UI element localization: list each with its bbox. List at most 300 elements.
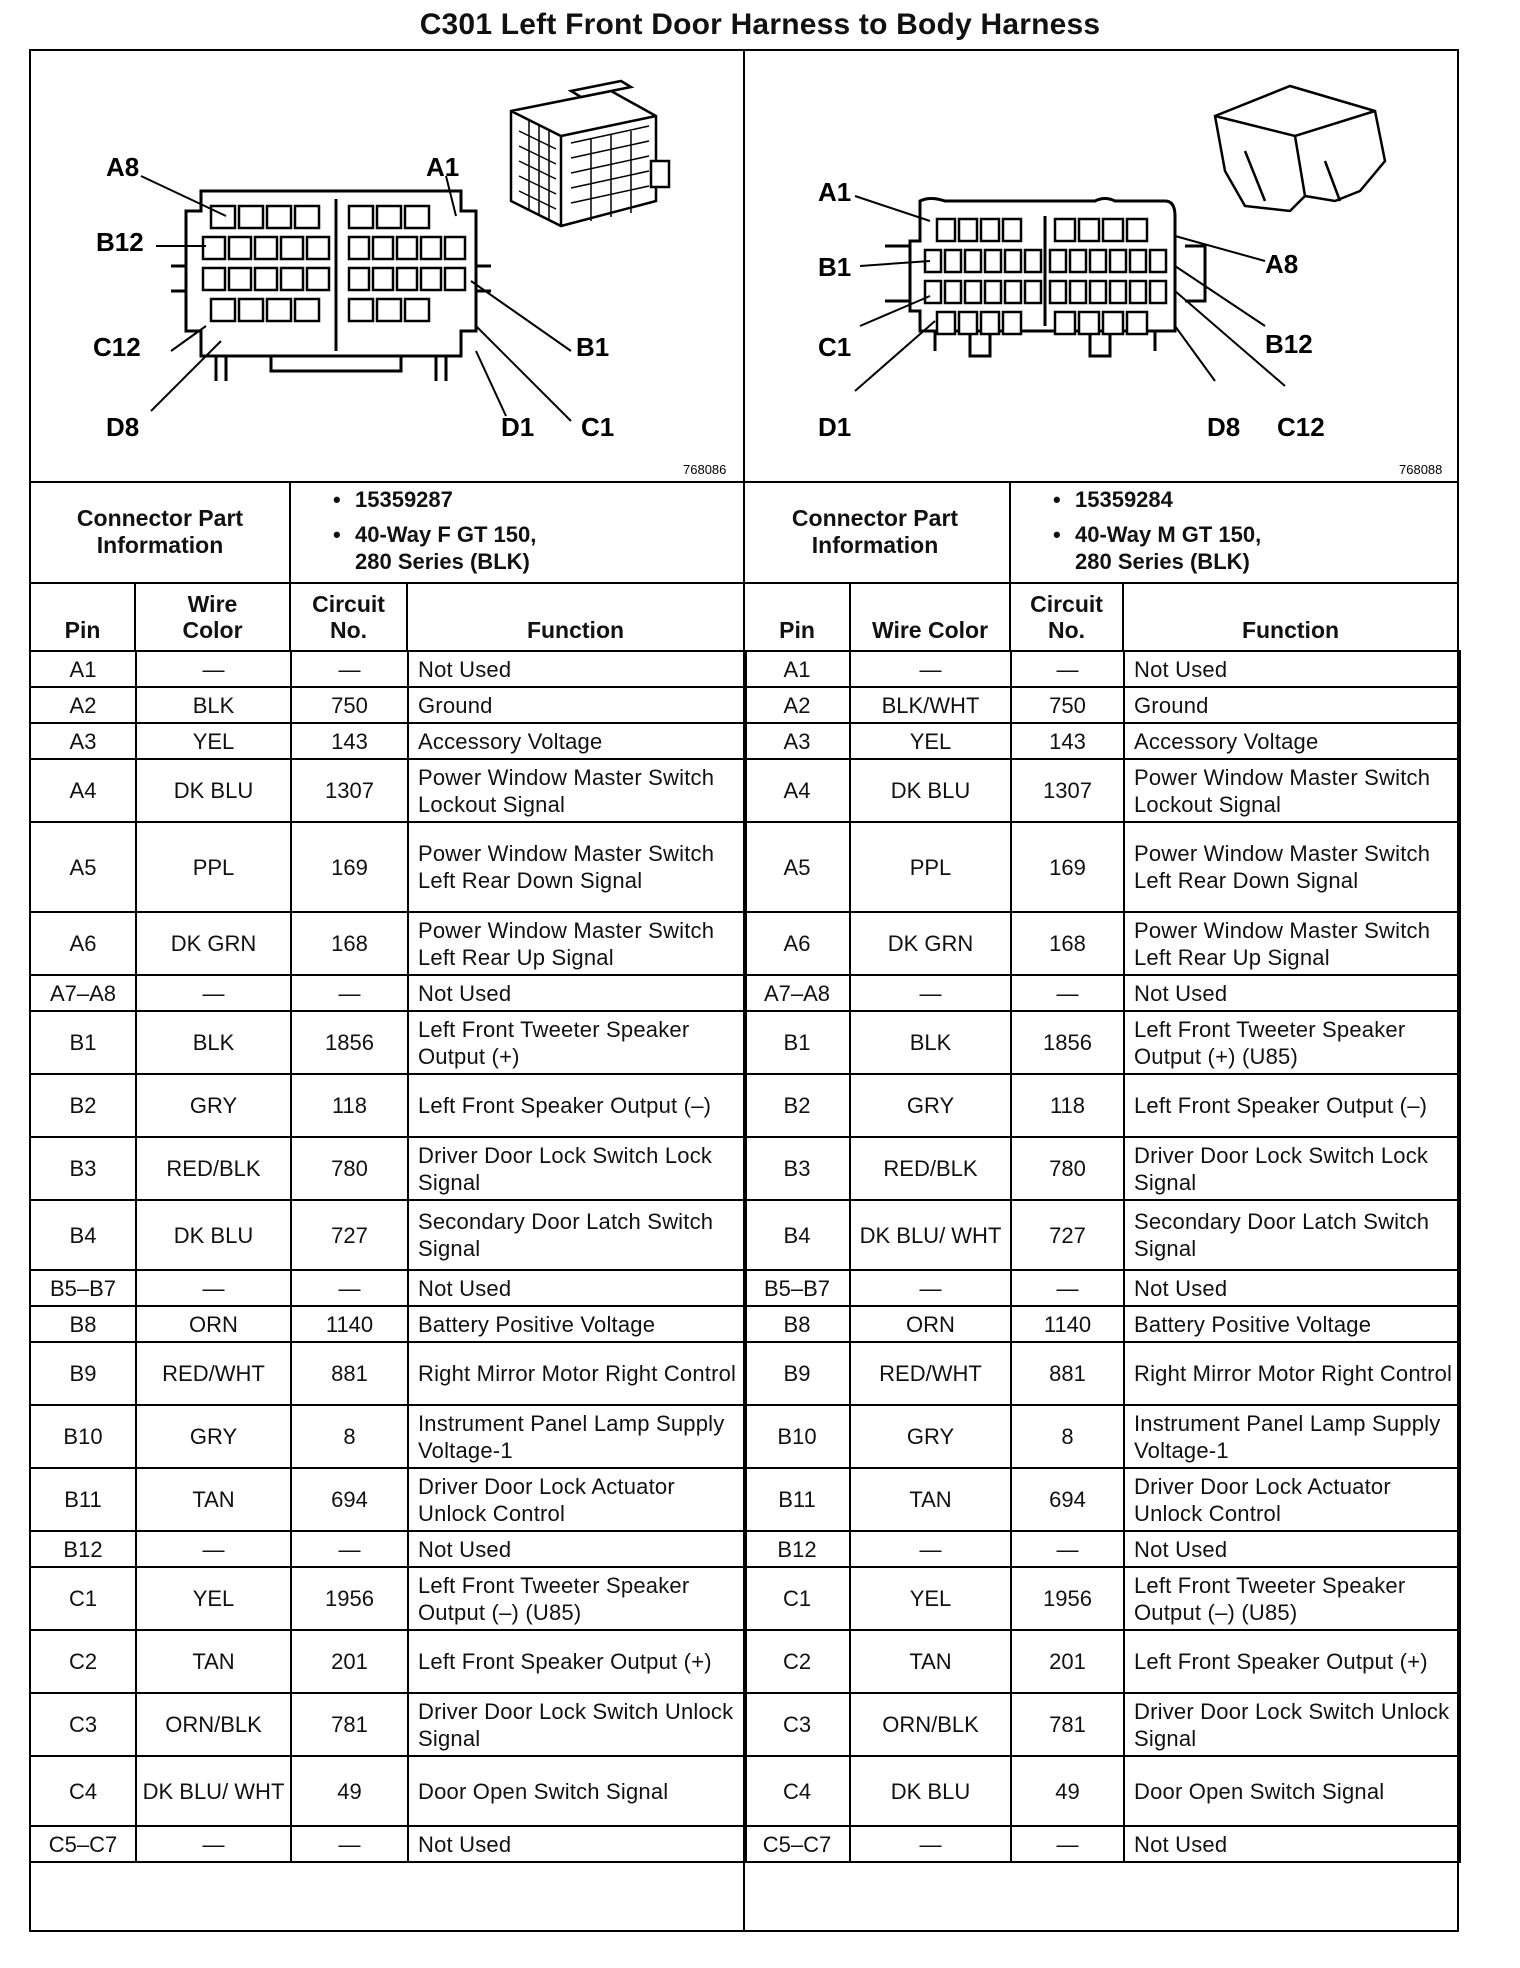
pin-cavity <box>1079 312 1099 334</box>
table-row <box>30 759 746 822</box>
function-cell: Secondary Door Latch Switch Signal <box>1124 1200 1460 1270</box>
function-cell: Not Used <box>1124 975 1460 1011</box>
part-series: 280 Series (BLK) <box>1075 549 1250 574</box>
function-cell: Left Front Speaker Output (+) <box>408 1630 746 1693</box>
function-cell: Power Window Master Switch Left Rear Down Signal <box>1124 822 1460 912</box>
circuit-cell: 780 <box>1011 1137 1124 1200</box>
wire-color-cell: PPL <box>850 822 1011 912</box>
wire-color-cell: BLK <box>136 1011 291 1074</box>
pin-cell: B11 <box>744 1468 850 1531</box>
pin-cavity <box>397 237 417 259</box>
label-d1: D1 <box>818 412 852 442</box>
table-row <box>30 1531 746 1567</box>
pin-cavity <box>1050 281 1066 303</box>
table-row <box>30 687 746 723</box>
circuit-cell: 201 <box>1011 1630 1124 1693</box>
pin-cell: A5 <box>744 822 850 912</box>
circuit-cell: 781 <box>1011 1693 1124 1756</box>
function-cell: Accessory Voltage <box>1124 723 1460 759</box>
function-cell: Not Used <box>408 975 746 1011</box>
function-cell: Driver Door Lock Switch Lock Signal <box>1124 1137 1460 1200</box>
pin-cell: B1 <box>744 1011 850 1074</box>
left-part-info: • 15359287 • 40-Way F GT 150, 280 Series (BLK) <box>333 487 537 574</box>
table-row <box>30 1826 746 1862</box>
left-header-pin: Pin <box>64 617 101 643</box>
circuit-cell: 1307 <box>291 759 408 822</box>
function-cell: Instrument Panel Lamp Supply Voltage-1 <box>408 1405 746 1468</box>
wire-color-cell: — <box>850 1826 1011 1862</box>
left-header-wire: Wire Color <box>182 591 243 643</box>
pin-cell: A3 <box>30 723 136 759</box>
pin-cavity <box>981 312 999 334</box>
part-desc: 40-Way M GT 150, <box>1075 522 1262 547</box>
table-row <box>744 1826 1460 1862</box>
table-row <box>30 1074 746 1137</box>
table-row <box>744 1270 1460 1306</box>
pin-cell: A4 <box>744 759 850 822</box>
pin-cell: B8 <box>30 1306 136 1342</box>
function-cell: Left Front Tweeter Speaker Output (+) <box>408 1011 746 1074</box>
function-cell: Driver Door Lock Switch Unlock Signal <box>408 1693 746 1756</box>
pin-cavity <box>1005 250 1021 272</box>
table-row <box>744 759 1460 822</box>
circuit-cell: 1856 <box>1011 1011 1124 1074</box>
wire-color-cell: ORN <box>850 1306 1011 1342</box>
circuit-cell: 780 <box>291 1137 408 1200</box>
circuit-cell: 750 <box>1011 687 1124 723</box>
circuit-cell: — <box>291 1826 408 1862</box>
wire-color-cell: TAN <box>136 1468 291 1531</box>
circuit-cell: — <box>1011 1531 1124 1567</box>
pin-cavity <box>211 206 235 228</box>
part-desc: 40-Way F GT 150, <box>355 522 537 547</box>
pin-cavity <box>965 250 981 272</box>
pin-cavity <box>1127 219 1147 241</box>
function-cell: Driver Door Lock Switch Unlock Signal <box>1124 1693 1460 1756</box>
table-row <box>30 1011 746 1074</box>
table-row <box>744 687 1460 723</box>
function-cell: Power Window Master Switch Left Rear Up Signal <box>408 912 746 975</box>
pin-cavity <box>307 237 329 259</box>
table-row <box>744 822 1460 912</box>
circuit-cell: 8 <box>1011 1405 1124 1468</box>
function-cell: Not Used <box>1124 1826 1460 1862</box>
pin-cell: B4 <box>30 1200 136 1270</box>
label-a8: A8 <box>1265 249 1299 279</box>
function-cell: Power Window Master Switch Lockout Signal <box>1124 759 1460 822</box>
label-b1: B1 <box>818 252 852 282</box>
pin-cavity <box>349 206 373 228</box>
pin-cavity <box>307 268 329 290</box>
pin-cell: B3 <box>30 1137 136 1200</box>
pin-cell: C3 <box>30 1693 136 1756</box>
pin-cell: B10 <box>744 1405 850 1468</box>
right-pin-table <box>743 650 1461 1863</box>
table-row <box>30 1137 746 1200</box>
pin-cavity <box>239 299 263 321</box>
wire-color-cell: YEL <box>136 1567 291 1630</box>
left-pin-table <box>29 650 747 1863</box>
label-d8: D8 <box>106 412 140 442</box>
function-cell: Driver Door Lock Actuator Unlock Control <box>408 1468 746 1531</box>
table-row <box>30 1200 746 1270</box>
pin-cavity <box>255 268 277 290</box>
table-row <box>30 1567 746 1630</box>
wire-color-cell: DK BLU <box>136 759 291 822</box>
pin-cavity <box>373 237 393 259</box>
pin-cell: B5–B7 <box>30 1270 136 1306</box>
pin-cavity <box>267 206 291 228</box>
circuit-cell: — <box>1011 1270 1124 1306</box>
function-cell: Battery Positive Voltage <box>408 1306 746 1342</box>
pin-cavity <box>1070 250 1086 272</box>
pin-cell: B11 <box>30 1468 136 1531</box>
pin-cavity <box>295 206 319 228</box>
pin-cavity <box>377 299 401 321</box>
pin-cell: A7–A8 <box>744 975 850 1011</box>
table-row <box>30 1756 746 1826</box>
pin-cavity <box>937 312 955 334</box>
pin-cavity <box>229 268 251 290</box>
pin-cavity <box>945 281 961 303</box>
function-cell: Power Window Master Switch Lockout Signal <box>408 759 746 822</box>
wire-color-cell: BLK <box>136 687 291 723</box>
wire-color-cell: RED/BLK <box>850 1137 1011 1200</box>
wire-color-cell: — <box>850 975 1011 1011</box>
pin-cavity <box>1103 219 1123 241</box>
table-row <box>744 912 1460 975</box>
pin-cavity <box>349 237 369 259</box>
pin-cavity <box>1090 250 1106 272</box>
pin-cavity <box>267 299 291 321</box>
wire-color-cell: — <box>136 1270 291 1306</box>
pin-cavity <box>945 250 961 272</box>
wire-color-cell: RED/WHT <box>136 1342 291 1405</box>
pin-cell: A4 <box>30 759 136 822</box>
wire-color-cell: DK BLU <box>850 759 1011 822</box>
function-cell: Left Front Speaker Output (–) <box>1124 1074 1460 1137</box>
pin-cell: C2 <box>30 1630 136 1693</box>
circuit-cell: 694 <box>291 1468 408 1531</box>
pin-cavity <box>959 312 977 334</box>
pin-cell: C4 <box>30 1756 136 1826</box>
pin-cavity <box>373 268 393 290</box>
table-row <box>30 1405 746 1468</box>
pin-cell: C4 <box>744 1756 850 1826</box>
pin-cell: C3 <box>744 1693 850 1756</box>
wire-color-cell: BLK/WHT <box>850 687 1011 723</box>
circuit-cell: 1856 <box>291 1011 408 1074</box>
label-d1: D1 <box>501 412 535 442</box>
function-cell: Power Window Master Switch Left Rear Up Signal <box>1124 912 1460 975</box>
table-row <box>744 1630 1460 1693</box>
left-connector-label: Connector Part Information <box>76 505 244 558</box>
wire-color-cell: RED/WHT <box>850 1342 1011 1405</box>
ref-number: 768086 <box>683 462 727 477</box>
pin-cell: B9 <box>30 1342 136 1405</box>
table-row <box>744 651 1460 687</box>
function-cell: Not Used <box>408 1531 746 1567</box>
pin-cavity <box>281 268 303 290</box>
pin-cavity <box>1003 312 1021 334</box>
pin-cell: C1 <box>30 1567 136 1630</box>
table-row <box>30 1468 746 1531</box>
pin-cavity <box>1130 281 1146 303</box>
wire-color-cell: DK BLU/ WHT <box>136 1756 291 1826</box>
label-a1: A1 <box>426 152 460 182</box>
wire-color-cell: TAN <box>136 1630 291 1693</box>
pin-cavity <box>1003 219 1021 241</box>
wire-color-cell: GRY <box>850 1074 1011 1137</box>
table-row <box>744 1200 1460 1270</box>
function-cell: Left Front Speaker Output (+) <box>1124 1630 1460 1693</box>
wire-color-cell: ORN/BLK <box>850 1693 1011 1756</box>
wire-color-cell: TAN <box>850 1630 1011 1693</box>
wire-color-cell: ORN/BLK <box>136 1693 291 1756</box>
function-cell: Not Used <box>408 651 746 687</box>
function-cell: Left Front Tweeter Speaker Output (–) (U85) <box>408 1567 746 1630</box>
circuit-cell: — <box>1011 1826 1124 1862</box>
function-cell: Left Front Speaker Output (–) <box>408 1074 746 1137</box>
pin-cell: A6 <box>744 912 850 975</box>
pin-cavity <box>1103 312 1123 334</box>
pin-cavity <box>1127 312 1147 334</box>
pin-cavity <box>445 237 465 259</box>
pin-cell: A6 <box>30 912 136 975</box>
table-row <box>744 1011 1460 1074</box>
circuit-cell: 168 <box>291 912 408 975</box>
pin-cavity <box>981 219 999 241</box>
wire-color-cell: DK BLU <box>850 1756 1011 1826</box>
circuit-cell: 1956 <box>291 1567 408 1630</box>
function-cell: Right Mirror Motor Right Control <box>1124 1342 1460 1405</box>
label-c1: C1 <box>818 332 852 362</box>
table-row <box>744 723 1460 759</box>
circuit-cell: 881 <box>291 1342 408 1405</box>
label-b12: B12 <box>1265 329 1313 359</box>
circuit-cell: — <box>1011 975 1124 1011</box>
ref-number: 768088 <box>1399 462 1443 477</box>
function-cell: Right Mirror Motor Right Control <box>408 1342 746 1405</box>
part-number: 15359284 <box>1075 487 1173 512</box>
wire-color-cell: TAN <box>850 1468 1011 1531</box>
pin-cavity <box>281 237 303 259</box>
circuit-cell: — <box>291 975 408 1011</box>
wire-color-cell: YEL <box>136 723 291 759</box>
wire-color-cell: — <box>850 651 1011 687</box>
table-row <box>30 723 746 759</box>
table-row <box>744 1342 1460 1405</box>
pin-cell: B2 <box>744 1074 850 1137</box>
pin-cell: A2 <box>30 687 136 723</box>
circuit-cell: 881 <box>1011 1342 1124 1405</box>
circuit-cell: 169 <box>1011 822 1124 912</box>
label-d8: D8 <box>1207 412 1241 442</box>
pin-cavity <box>1130 250 1146 272</box>
wire-color-cell: YEL <box>850 1567 1011 1630</box>
circuit-cell: 1956 <box>1011 1567 1124 1630</box>
pin-cavity <box>405 299 429 321</box>
wire-color-cell: RED/BLK <box>136 1137 291 1200</box>
function-cell: Driver Door Lock Actuator Unlock Control <box>1124 1468 1460 1531</box>
circuit-cell: 118 <box>1011 1074 1124 1137</box>
circuit-cell: 143 <box>291 723 408 759</box>
wire-color-cell: — <box>850 1270 1011 1306</box>
pin-cell: C5–C7 <box>30 1826 136 1862</box>
label-c12: C12 <box>93 332 141 362</box>
pin-cell: B8 <box>744 1306 850 1342</box>
wire-color-cell: PPL <box>136 822 291 912</box>
wire-color-cell: — <box>136 975 291 1011</box>
pin-cavity <box>1079 219 1099 241</box>
circuit-cell: 118 <box>291 1074 408 1137</box>
circuit-cell: — <box>291 1270 408 1306</box>
pin-cell: B4 <box>744 1200 850 1270</box>
wire-color-cell: — <box>136 1826 291 1862</box>
table-row <box>30 912 746 975</box>
pin-cavity <box>1070 281 1086 303</box>
circuit-cell: 168 <box>1011 912 1124 975</box>
pin-cavity <box>397 268 417 290</box>
wire-color-cell: DK GRN <box>850 912 1011 975</box>
circuit-cell: 781 <box>291 1693 408 1756</box>
pin-cavity <box>229 237 251 259</box>
right-connector-diagram <box>745 51 1457 482</box>
pin-cavity <box>1055 219 1075 241</box>
function-cell: Ground <box>1124 687 1460 723</box>
right-header-wire: Wire Color <box>871 617 989 643</box>
table-row <box>744 1074 1460 1137</box>
table-row <box>30 1342 746 1405</box>
table-row <box>30 651 746 687</box>
pin-cell: B10 <box>30 1405 136 1468</box>
function-cell: Battery Positive Voltage <box>1124 1306 1460 1342</box>
pin-cell: C5–C7 <box>744 1826 850 1862</box>
pin-cell: A1 <box>30 651 136 687</box>
pin-cell: A7–A8 <box>30 975 136 1011</box>
function-cell: Accessory Voltage <box>408 723 746 759</box>
circuit-cell: 750 <box>291 687 408 723</box>
pin-cavity <box>985 281 1001 303</box>
circuit-cell: 1140 <box>1011 1306 1124 1342</box>
label-b12: B12 <box>96 227 144 257</box>
function-cell: Driver Door Lock Switch Lock Signal <box>408 1137 746 1200</box>
circuit-cell: — <box>1011 651 1124 687</box>
pin-cell: B12 <box>30 1531 136 1567</box>
wire-color-cell: DK GRN <box>136 912 291 975</box>
wire-color-cell: — <box>850 1531 1011 1567</box>
pin-cavity <box>203 237 225 259</box>
wire-color-cell: GRY <box>136 1074 291 1137</box>
wire-color-cell: ORN <box>136 1306 291 1342</box>
table-row <box>30 822 746 912</box>
pin-cavity <box>1150 281 1166 303</box>
table-row <box>30 1693 746 1756</box>
table-row <box>744 1468 1460 1531</box>
pin-cell: B2 <box>30 1074 136 1137</box>
pin-cavity <box>1110 250 1126 272</box>
pin-cavity <box>925 281 941 303</box>
right-connector-label: Connector Part Information <box>791 505 959 558</box>
pin-cavity <box>211 299 235 321</box>
table-row <box>30 1306 746 1342</box>
function-cell: Left Front Tweeter Speaker Output (–) (U85) <box>1124 1567 1460 1630</box>
function-cell: Not Used <box>408 1826 746 1862</box>
table-row <box>744 1405 1460 1468</box>
pin-cavity <box>421 237 441 259</box>
pin-cavity <box>1005 281 1021 303</box>
table-row <box>744 1756 1460 1826</box>
function-cell: Secondary Door Latch Switch Signal <box>408 1200 746 1270</box>
pin-cavity <box>1050 250 1066 272</box>
wire-color-cell: — <box>136 1531 291 1567</box>
function-cell: Not Used <box>408 1270 746 1306</box>
pin-cavity <box>1025 250 1041 272</box>
info-separator-right <box>1009 482 1011 583</box>
pin-cell: B1 <box>30 1011 136 1074</box>
pin-cavity <box>421 268 441 290</box>
page-title: C301 Left Front Door Harness to Body Harness <box>419 8 1101 41</box>
wire-color-cell: YEL <box>850 723 1011 759</box>
label-a8: A8 <box>106 152 140 182</box>
circuit-cell: 694 <box>1011 1468 1124 1531</box>
pin-cell: C2 <box>744 1630 850 1693</box>
circuit-cell: 49 <box>1011 1756 1124 1826</box>
circuit-cell: — <box>291 1531 408 1567</box>
pin-cell: B5–B7 <box>744 1270 850 1306</box>
info-separator-left <box>289 482 291 583</box>
pin-cavity <box>203 268 225 290</box>
part-number: 15359287 <box>355 487 453 512</box>
pin-cavity <box>1025 281 1041 303</box>
circuit-cell: 8 <box>291 1405 408 1468</box>
pin-cavity <box>255 237 277 259</box>
function-cell: Door Open Switch Signal <box>408 1756 746 1826</box>
pin-cavity <box>959 219 977 241</box>
pin-cell: A3 <box>744 723 850 759</box>
circuit-cell: 201 <box>291 1630 408 1693</box>
pin-cell: A2 <box>744 687 850 723</box>
pin-cavity <box>1055 312 1075 334</box>
wire-color-cell: — <box>136 651 291 687</box>
pin-cavity <box>965 281 981 303</box>
circuit-cell: 143 <box>1011 723 1124 759</box>
pin-cavity <box>937 219 955 241</box>
right-part-info: • 15359284 • 40-Way M GT 150, 280 Series (BLK) <box>1053 487 1262 574</box>
table-row <box>30 1630 746 1693</box>
pin-cavity <box>985 250 1001 272</box>
function-cell: Left Front Tweeter Speaker Output (+) (U85) <box>1124 1011 1460 1074</box>
table-row <box>744 1306 1460 1342</box>
function-cell: Not Used <box>1124 1270 1460 1306</box>
function-cell: Power Window Master Switch Left Rear Down Signal <box>408 822 746 912</box>
label-c1: C1 <box>581 412 615 442</box>
pin-cell: A1 <box>744 651 850 687</box>
left-header-circuit: Circuit No. <box>312 591 385 643</box>
wire-color-cell: DK BLU/ WHT <box>850 1200 1011 1270</box>
pin-cavity <box>377 206 401 228</box>
pin-cavity <box>349 268 369 290</box>
table-row <box>744 1693 1460 1756</box>
right-header-circuit: Circuit No. <box>1030 591 1103 643</box>
pin-cell: B3 <box>744 1137 850 1200</box>
pin-cavity <box>295 299 319 321</box>
wire-color-cell: BLK <box>850 1011 1011 1074</box>
wire-color-cell: GRY <box>136 1405 291 1468</box>
pin-cavity <box>1150 250 1166 272</box>
table-row <box>744 1137 1460 1200</box>
table-row <box>744 975 1460 1011</box>
